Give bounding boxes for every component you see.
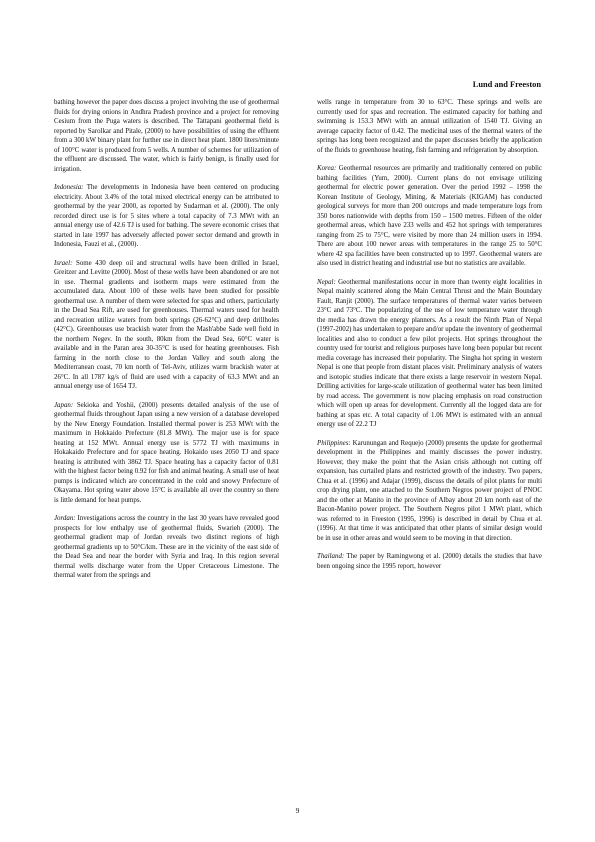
- paragraph-nepal: Nepal: Geothermal manifestations occur in more than twenty eight localities in Nepal mainly scattered along the Main Central Thrust and the Main Boundary Fault, Ranjit (2000). The surface temperatures of thermal water varies between 23°C and 73°C. The popularizing of the use of low temperature water through the media has drawn the energy planners. As a result the Ninth Plan of Nepal (1997-2002) has undertaken to prepare and/or update the inventory of geothermal localities and also to conduct a few pilot projects. Hot springs throughout the country used for tourist and religious purposes have long been popular but recent media coverage has increased their popularity. The Singha hot spring in western Nepal is one that people from distant places visit. Preliminary analysis of waters and isotopic studies indicate that there exists a large reservoir in western Nepal. Drilling activities for large-scale utilization of geothermal water has been limited by road access. The government is now placing emphasis on road construction which will open up areas for development. Currently all the logged data are for bathing at spas etc. A total capacity of 1.06 MWt is estimated with an annual energy use of 22.2 TJ: [317, 278, 543, 428]
- paragraph-jordan: Jordan: Investigations across the country in the last 30 years have revealed good prospects for low enthalpy use of geothermal fluids, Swarieh (2000). The geothermal gradient map of Jordan reveals two distinct regions of high geothermal gradients up to 50°C/km. These are in the vicinity of the east side of the Dead Sea and near the border with Syria and Iraq. In this region several thermal wells discharge water from the Upper Cretaceous Limestone. The thermal water from the springs and: [54, 515, 279, 579]
- paragraph-thailand: Thailand: The paper by Ramingwong et al. (2000) details the studies that have been ongoing since the 1995 report, however: [317, 553, 542, 570]
- paragraph-korea: Korea: Geothermal resources are primarily and traditionally centered on public bathing facilities (Yum, 2000). Current plans do not envisage utilizing geothermal for electric power generation. Over the period 1992 – 1998 the Korean Institute of Geology, Mining, & Materials (KIGAM) has conducted geological surveys for more than 200 outcrops and made temperature logs from 350 bores nationwide with depths from 150 – 1500 metres. Fifteen of the older geothermal areas, which have 233 wells and 452 hot springs with temperatures ranging from 25 to 75°C, were visited by more than 24 million users in 1994. There are about 100 newer areas with temperatures in the range 25 to 50°C where 42 spa facilities have been constructed up to 1997. Geothermal waters are also used in district heating and industrial use but no statistics are available.: [317, 165, 542, 267]
- page-number: 9: [295, 806, 300, 815]
- running-header: Lund and Freeston: [472, 80, 541, 89]
- right-column: [317, 98, 542, 580]
- paragraph-philippines: Philippines: Karunungan and Requejo (2000) presents the update for geothermal development in the Philippines and mainly discusses the power industry. However, they make the point that the Asian crisis although not cutting off expansion, has curtailed plans and restricted growth of the industry. Two papers, Chua et al. (1996) and Adajar (1999), discuss the details of pilot plants for multi crop drying plant, one attached to the Southern Negros power project of PNOC and the other at Manito in the province of Albay about 20 km north east of the Bacon-Manito power project. The Southern Negros pilot 1 MWt plant, which was referred to in Freeston (1995, 1996) is described in detail by Chua et al. (1996). At that time it was anticipated that other plants of similar design would be in use in other areas and would seem to be moving in that direction.: [317, 439, 542, 542]
- paragraph-indonesia: Indonesia: The developments in Indonesia have been centered on producing electricity. About 3.4% of the total mixed electrical energy can be attributed to geothermal by the year 2000, as reported by Sudarman et al. (2000). The only recorded direct use is for 5 sites where a total capacity of 7.3 MWt with an annual energy use of 42.6 TJ is used for bathing. The severe economic crises that started in late 1997 has adversely affected power sector demand and growth in Indonesia, Fauzi et al., (2000).: [54, 184, 279, 248]
- paragraph-japan: Japan: Sekioka and Yoshii, (2000) presents detailed analysis of the use of geothermal fluids throughout Japan using a new version of a database developed by the New Energy Foundation. Installed thermal power is 253 MWt with the maximum in Hokkaido Prefecture (81.8 MWt). The major use is for space heating at 152 MWt. Annual energy use is 5772 TJ with maximums in Hokakaido Prefecture and for space heating. Hokaido uses 2050 TJ and space heating is attributed with 3862 TJ. Space heating has a capacity factor of 0.81 with the highest factor being 0.92 for fish and animal heating. A small use of heat pumps is indicated which are concentrated in the cold and snowy Prefecture of Okayama. Hot spring water above 15°C is available all over the country so there is little demand for heat pumps.: [54, 401, 279, 504]
- paragraph-india-continued: bathing however the paper does discuss a project involving the use of geothermal fluids for drying onions in Andhra Pradesh province and a project for removing Cesium from the Puga waters is described. The Tattapani geothermal field is reported by Sarolkar and Pitale, (2000) to have possibilities of using the effluent from a 300 kW binary plant for further use in direct heat plant. 1800 liters/minute of 100°C water is produced from 5 wells. A number of schemes for utilization of the effluent are discussed. The water, which is fairly benign, is finally used for irrigation.: [54, 99, 279, 173]
- paragraph-israel: Israel: Some 430 deep oil and structural wells have been drilled in Israel, Greitzer and Levitte (2000). Most of these wells have been abandoned or are not in use. Thermal gradients and isotherm maps were estimated from the accumulated data. About 100 of these wells have been studied for possible geothermal use. A number of them were selected for spas and others, particularly in the Dead Sea Rift, are used for greenhouses. Thermal waters used for health and recreation utilize waters from both springs (26-62°C) and deep drillholes (42°C). Greenhouses use brackish water from the Mash'abbe Sade well field in the northern Negev. In the south, 80km from the Dead Sea, 60°C water is available and in the Paran area 30-35°C is used for heating greenhouses. Fish farming in the north close to the Jordan Valley and south along the Mediterranean coast, 70 km north of Tel-Aviv, utilizes warm brackish water at 26°C. In all 1787 kg/s of fluid are used with a capacity of 63.3 MWt and an annual energy use of 1654 TJ.: [54, 259, 279, 390]
- paragraph-jordan-continued: wells range in temperature from 30 to 63°C. These springs and wells are currently used for spas and recreation. The estimated capacity for bathing and swimming is 153.3 MWt with an annual utilization of 1540 TJ. Giving an average capacity factor of 0.42. The medicinal uses of the thermal waters of the springs has long been recognized and the paper discusses briefly the application of the fluids to greenhouse heating, fish farming and refrigeration by absorption.: [317, 99, 542, 154]
- left-column: [54, 98, 279, 590]
